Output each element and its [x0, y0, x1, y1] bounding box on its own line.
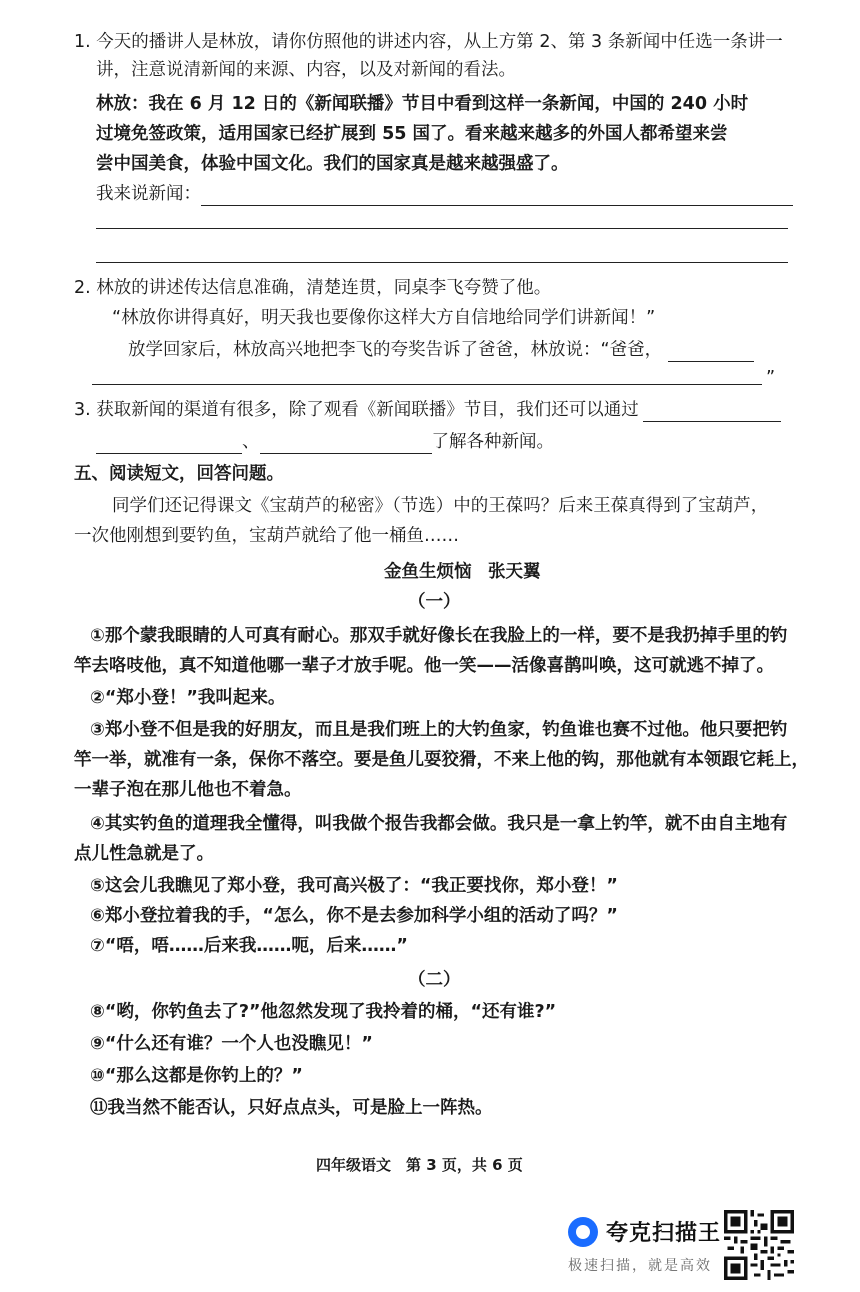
brand-slogan: 极速扫描，就是高效: [568, 1258, 712, 1274]
q3-answer-blank-2[interactable]: [96, 435, 242, 454]
qr-code-icon: [724, 1210, 794, 1280]
p7: ⑦“唔，唔……后来我……呃，后来……”: [90, 936, 408, 956]
p2: ②“郑小登！”我叫起来。: [90, 688, 286, 708]
q3-answer-blank-1[interactable]: [643, 403, 781, 422]
q3-line1: [74, 398, 781, 422]
q1-answer-blank-3[interactable]: [96, 262, 788, 263]
q3-line2: [96, 430, 554, 454]
story-title: 金鱼生烦恼: [384, 562, 472, 582]
q3-end: 了解各种新闻。: [431, 432, 554, 452]
q3-line1-text: 3. 获取新闻的渠道有很多，除了观看《新闻联播》节目，我们还可以通过: [74, 400, 639, 420]
quark-logo-icon: [568, 1217, 598, 1247]
q2-line1: 2. 林放的讲述传达信息准确，清楚连贯，同桌李飞夸赞了他。: [74, 278, 552, 298]
q1-example-line1: 林放：我在 6 月 12 日的《新闻联播》节目中看到这样一条新闻，中国的 240 小时: [96, 94, 749, 114]
p6: ⑥郑小登拉着我的手，“怎么，你不是去参加科学小组的活动了吗？”: [90, 906, 618, 926]
q2-close-quote: ”: [766, 368, 776, 388]
p11: ⑪我当然不能否认，只好点点头，可是脸上一阵热。: [90, 1098, 493, 1118]
section5-heading: 五、阅读短文，回答问题。: [74, 464, 284, 484]
q2-line3-text: 放学回家后，林放高兴地把李飞的夸奖告诉了爸爸，林放说：“爸爸，: [128, 340, 663, 360]
intro-line1: 同学们还记得课文《宝葫芦的秘密》（节选）中的王葆吗？后来王葆真得到了宝葫芦，: [112, 496, 769, 516]
q1-prompt: [96, 182, 793, 206]
q2-answer-blank-2[interactable]: [92, 384, 762, 385]
story-author: 张天翼: [488, 562, 541, 582]
scanner-brand: [568, 1216, 721, 1247]
q2-line3: [128, 338, 754, 362]
p10: ⑩“那么这都是你钓上的？”: [90, 1066, 303, 1086]
part-2-heading: （二）: [408, 970, 461, 990]
q1-line1: 1. 今天的播讲人是林放，请你仿照他的讲述内容，从上方第 2、第 3 条新闻中任选一条讲一: [74, 32, 783, 52]
p3-line2: 竿一举，就准有一条，保你不落空。要是鱼儿耍狡猾，不来上他的钩，那他就有本领跟它耗上，: [74, 750, 809, 770]
p1-line1: ①那个蒙我眼睛的人可真有耐心。那双手就好像长在我脸上的一样，要不是我扔掉手里的钓: [90, 626, 788, 646]
q1-answer-blank-1[interactable]: [201, 187, 793, 206]
p8: ⑧“哟，你钓鱼去了?”他忽然发现了我拎着的桶，“还有谁?”: [90, 1002, 557, 1022]
p5: ⑤这会儿我瞧见了郑小登，我可高兴极了：“我正要找你，郑小登！”: [90, 876, 618, 896]
p1-line2: 竿去咯吱他，真不知道他哪一辈子才放手呢。他一笑——活像喜鹊叫唤，这可就逃不掉了。: [74, 656, 774, 676]
p4-line2: 点儿性急就是了。: [74, 844, 214, 864]
q1-prompt-label: 我来说新闻：: [96, 184, 201, 204]
q2-quote: “林放你讲得真好，明天我也要像你这样大方自信地给同学们讲新闻！”: [112, 308, 656, 328]
q1-answer-blank-2[interactable]: [96, 228, 788, 229]
p3-line1: ③郑小登不但是我的好朋友，而且是我们班上的大钓鱼家，钓鱼谁也赛不过他。他只要把钓: [90, 720, 788, 740]
q1-example-line3: 尝中国美食，体验中国文化。我们的国家真是越来越强盛了。: [96, 154, 569, 174]
q2-answer-blank-1[interactable]: [668, 343, 754, 362]
brand-name: 夸克扫描王: [606, 1221, 722, 1246]
p9: ⑨“什么还有谁？一个人也没瞧见！”: [90, 1034, 373, 1054]
q1-example-line2: 过境免签政策，适用国家已经扩展到 55 国了。看来越来越多的外国人都希望来尝: [96, 124, 728, 144]
q3-answer-blank-3[interactable]: [260, 435, 432, 454]
q3-separator: 、: [242, 432, 260, 452]
p3-line3: 一辈子泡在那儿他也不着急。: [74, 780, 302, 800]
part-1-heading: （一）: [408, 592, 461, 612]
p4-line1: ④其实钓鱼的道理我全懂得，叫我做个报告我都会做。我只是一拿上钓竿，就不由自主地有: [90, 814, 788, 834]
intro-line2: 一次他刚想到要钓鱼，宝葫芦就给了他一桶鱼……: [74, 526, 459, 546]
q1-line2: 讲，注意说清新闻的来源、内容，以及对新闻的看法。: [96, 60, 516, 80]
page-footer: 四年级语文 第 3 页，共 6 页: [316, 1156, 523, 1174]
